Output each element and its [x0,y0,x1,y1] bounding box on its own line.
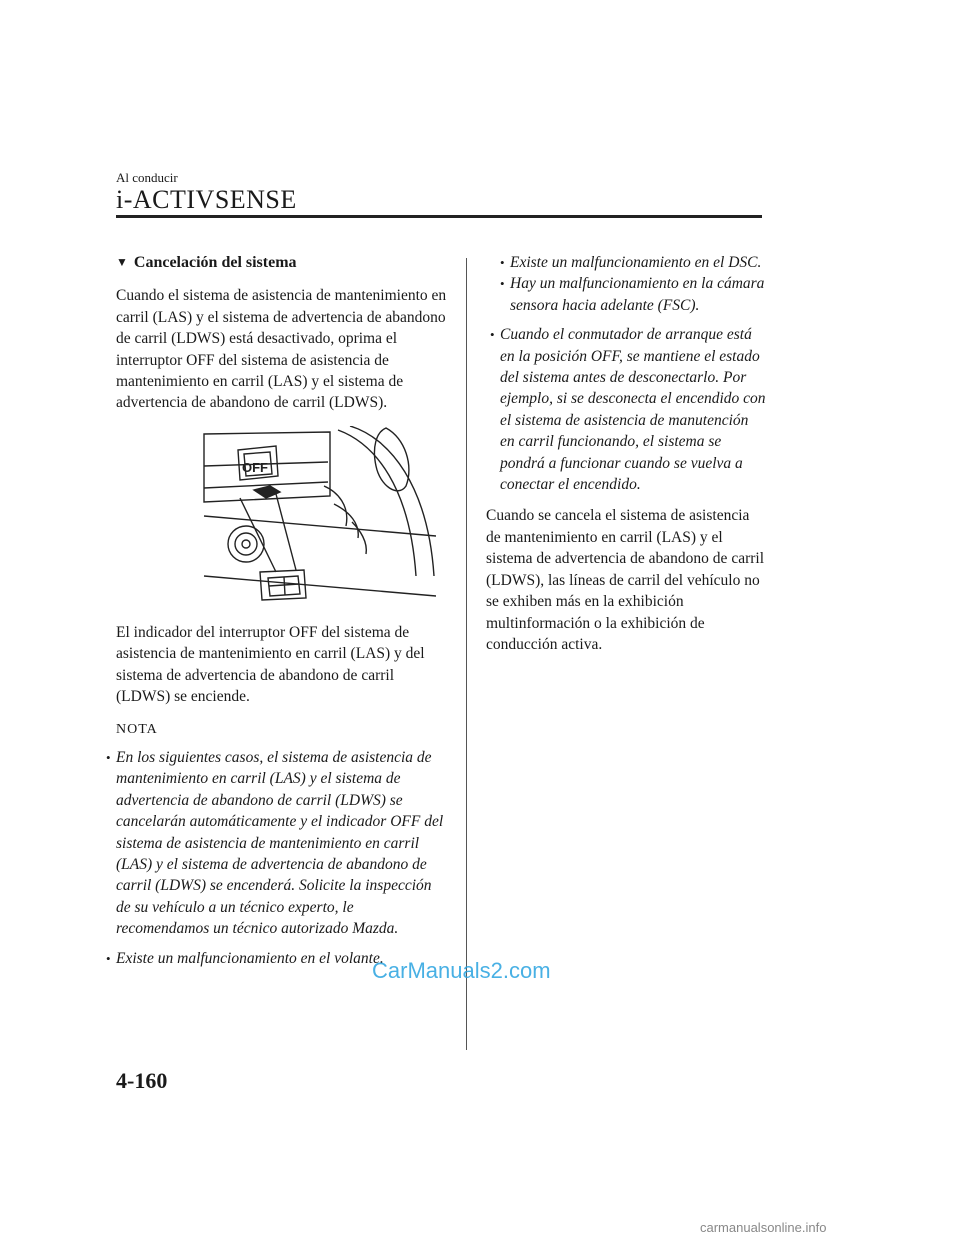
paragraph-lane-lines: Cuando se cancela el sistema de asistencia de mantenimiento en carril (LAS) y el sistema de advertencia de abandono de carril (LDWS), las líneas de carril del vehículo no se exhiben más en la exhibición multinformación o la exhibición de conducción activa. [486,507,765,653]
note-bullet-ignition-text: Cuando el conmutador de arranque está en la posición OFF, se mantiene el estado del sistema antes de desconectarlo. Por ejemplo, si se desconecta el encendido con el sistema de asistencia de manutención en carril funcionando, el sistema se pondrá a funcionar cuando se vuelva a conectar el encendido. [500,326,766,494]
note-bullet-text: En los siguientes casos, el sistema de asistencia de mantenimiento en carril (LAS) y el sistema de advertencia de abandono de carril (LDWS) se cancelarán automáticamente y el indicador OFF del sistema de asistencia de mantenimiento en carril (LAS) y el sistema de advertencia de abandono de carril (LDWS) se encenderá. Solicite la inspección de su vehículo a un técnico experto, le recomendamos un técnico autorizado Mazda. [116,748,444,938]
right-column [486,252,766,655]
triangle-down-icon: ▼ [116,255,128,269]
header-rule [116,215,762,218]
bullet-dot-icon: • [500,255,505,270]
off-switch-illustration [200,426,436,608]
sub-bullet-fsc-text: Hay un malfuncionamiento en la cámara sensora hacia adelante (FSC). [510,275,765,314]
section-label: Al conducir [116,170,178,185]
paragraph-cancel-instructions: Cuando el sistema de asistencia de mantenimiento en carril (LAS) y el sistema de advertencia de abandono de carril (LDWS) está desactivado, oprima el interruptor OFF del sistema de asistencia de mantenimiento en carril (LAS) y el sistema de advertencia de abandono de carril (LDWS). [116,287,447,412]
sub-bullet-steering-text: Existe un malfuncionamiento en el volante. [116,949,384,967]
bullet-dot-icon: • [490,327,495,343]
bullet-dot-icon: • [106,950,111,966]
sub-bullet-fsc [500,273,766,316]
note-bullet-ignition [490,324,766,495]
bullet-dot-icon: • [500,276,505,292]
column-divider [466,258,467,1050]
figure-off-label: OFF [242,459,268,475]
site-watermark: carmanualsonline.info [700,1220,827,1235]
subheading [116,252,450,273]
off-switch-drawing [200,426,436,608]
page-number: 4-160 [116,1068,168,1093]
note-label: NOTA [116,722,158,738]
sub-bullet-dsc [500,252,766,273]
paragraph-indicator: El indicador del interruptor OFF del sistema de asistencia de mantenimiento en carril (LAS) y del sistema de advertencia de abandono de carril (LDWS) se enciende. [116,623,425,706]
left-column [106,252,450,969]
bullet-dot-icon: • [106,749,111,765]
watermark: CarManuals2.com [372,958,551,983]
note-bullet [106,747,450,940]
sub-bullet-dsc-text: Existe un malfuncionamiento en el DSC. [510,254,762,271]
subheading-text: Cancelación del sistema [133,254,297,271]
section-title: i-ACTIVSENSE [116,185,297,214]
